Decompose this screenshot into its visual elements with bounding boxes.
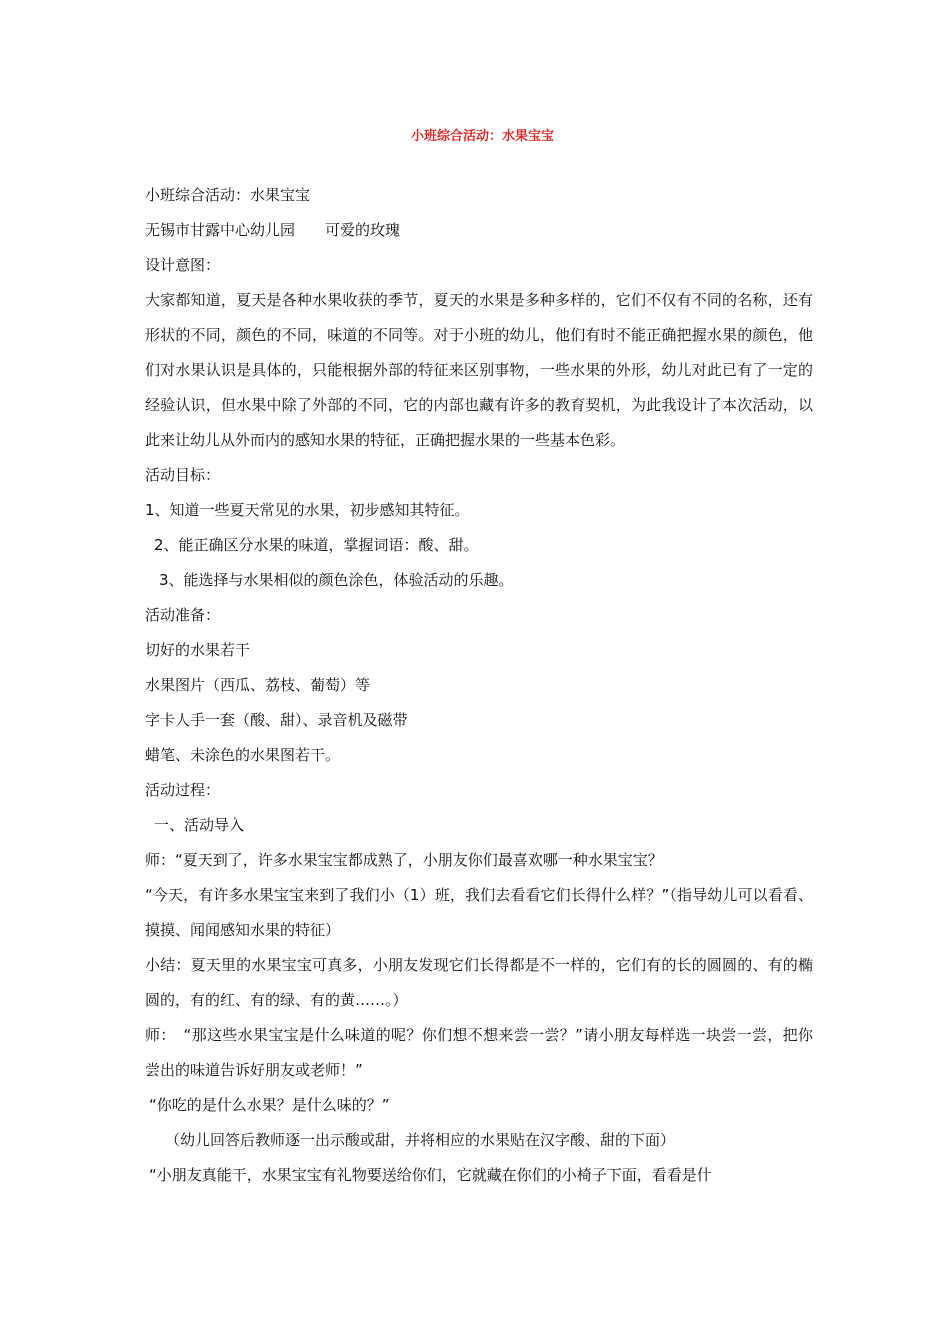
preparation-item-4: 蜡笔、未涂色的水果图若干。 bbox=[145, 746, 341, 764]
design-intent-text: 大家都知道，夏天是各种水果收获的季节，夏天的水果是多种多样的，它们不仅有不同的名称，还有形状的不同，颜色的不同，味道的不同等。对于小班的幼儿，他们有时不能正确把握水果的颜色，他们对水果认识是具体的，只能根据外部的特征来区别事物，一些水果的外形，幼儿对此已有了一定的经验认识，但水果中除了外部的不同，它的内部也藏有许多的教育契机，为此我设计了本次活动，以此来让幼儿从外而内的感知水果的特征，正确把握水果的一些基本色彩。 bbox=[145, 291, 813, 449]
preparation-item-1: 切好的水果若干 bbox=[145, 641, 251, 659]
goal-item-1: 1、知道一些夏天常见的水果，初步感知其特征。 bbox=[145, 501, 470, 519]
process-text-2: “今天，有许多水果宝宝来到了我们小（1）班，我们去看看它们长得什么样？”（指导幼儿可以看看、摸摸、闻闻感知水果的特征） bbox=[145, 886, 813, 939]
section-heading-design-intent: 设计意图： bbox=[145, 256, 221, 274]
process-step-heading: 一、活动导入 bbox=[154, 816, 245, 834]
preparation-item-2: 水果图片（西瓜、荔枝、葡萄）等 bbox=[145, 676, 371, 694]
process-text-1: 师：“夏天到了，许多水果宝宝都成熟了，小朋友你们最喜欢哪一种水果宝宝？ bbox=[145, 851, 663, 869]
goal-item-3: 3、能选择与水果相似的颜色涂色，体验活动的乐趣。 bbox=[159, 571, 514, 589]
author-line: 无锡市甘露中心幼儿园 可爱的玫瑰 bbox=[145, 221, 401, 239]
preparation-item-3: 字卡人手一套（酸、甜）、录音机及磁带 bbox=[145, 711, 408, 729]
process-text-5: （幼儿回答后教师逐一出示酸或甜，并将相应的水果贴在汉字酸、甜的下面） bbox=[165, 1131, 676, 1149]
section-heading-goals: 活动目标： bbox=[145, 466, 221, 484]
heading-activity-name: 小班综合活动：水果宝宝 bbox=[145, 186, 311, 204]
summary-text: 小结：夏天里的水果宝宝可真多，小朋友发现它们长得都是不一样的，它们有的长的圆圆的、有的椭圆的，有的红、有的绿、有的黄……。） bbox=[145, 956, 813, 1009]
document-body bbox=[145, 178, 813, 1193]
process-text-6: “小朋友真能干，水果宝宝有礼物要送给你们，它就藏在你们的小椅子下面，看看是什 bbox=[149, 1166, 712, 1184]
process-text-3: 师： “那这些水果宝宝是什么味道的呢？你们想不想来尝一尝？”请小朋友每样选一块尝一尝，把你尝出的味道告诉好朋友或老师！” bbox=[145, 1026, 813, 1079]
section-heading-process: 活动过程： bbox=[145, 781, 221, 799]
page-title: 小班综合活动：水果宝宝 bbox=[410, 129, 554, 144]
process-text-4: “你吃的是什么水果？是什么味的？” bbox=[149, 1096, 390, 1114]
goal-item-2: 2、能正确区分水果的味道，掌握词语：酸、甜。 bbox=[154, 536, 479, 554]
section-heading-preparation: 活动准备： bbox=[145, 606, 221, 624]
